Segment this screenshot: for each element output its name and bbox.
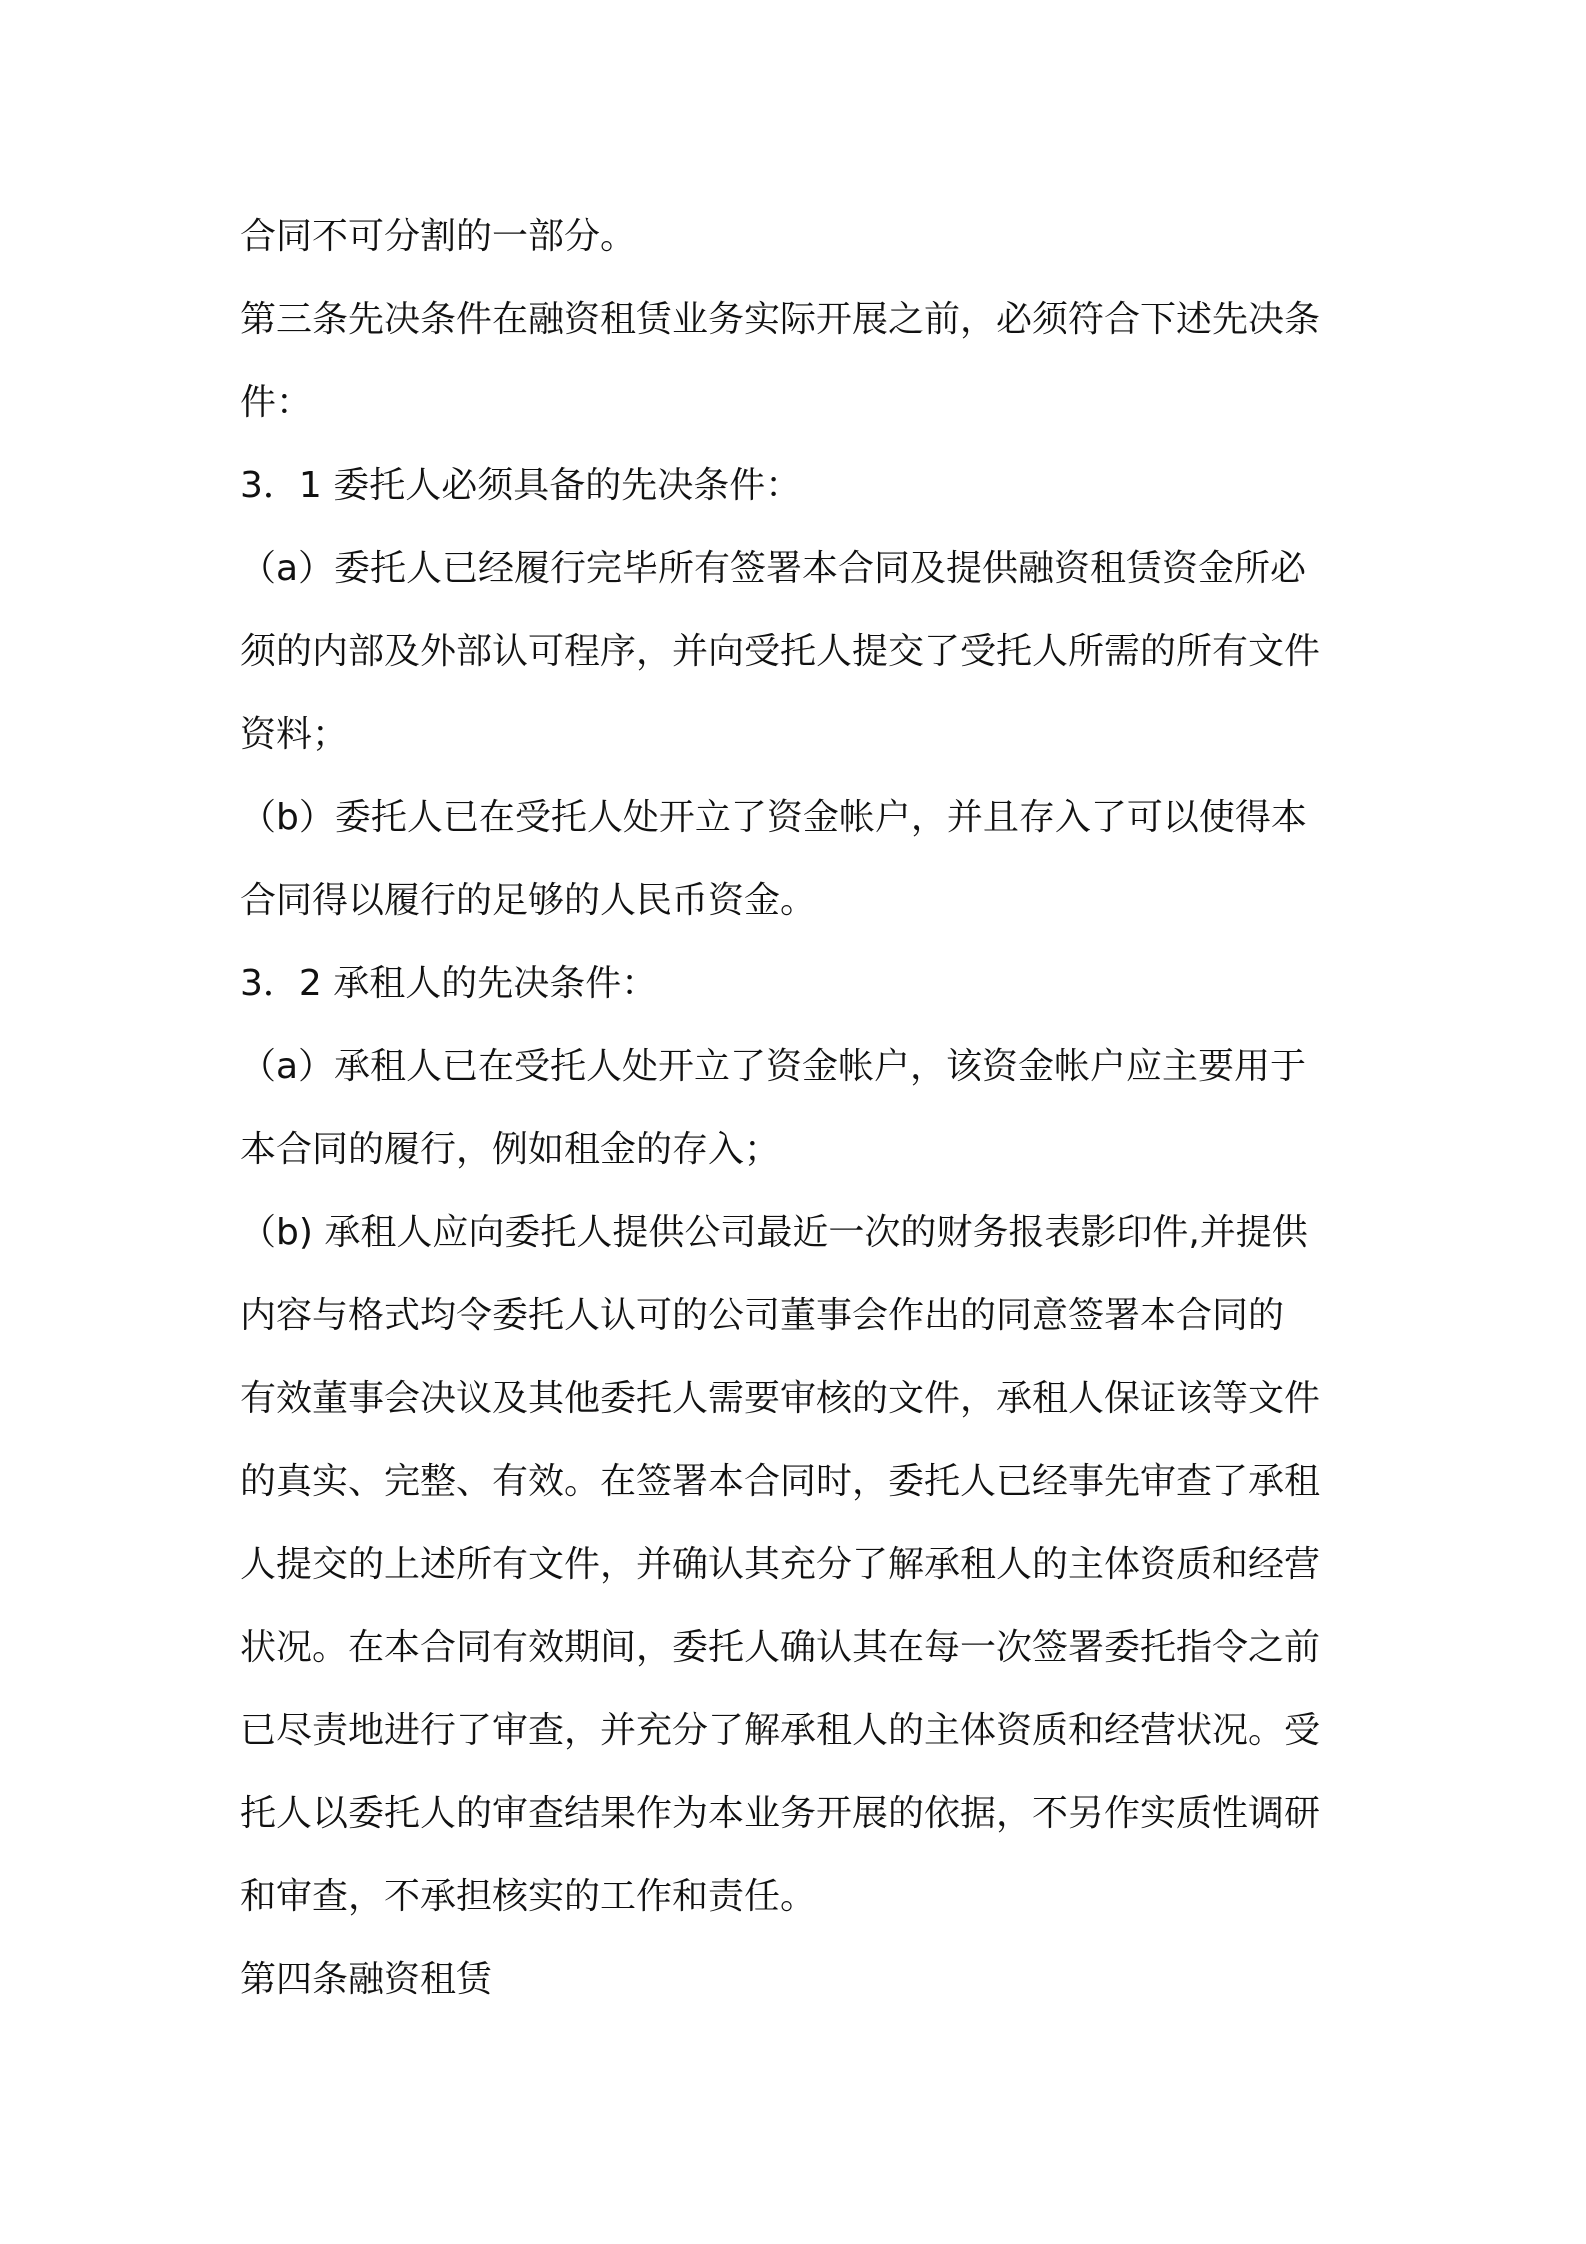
text-line: 须的内部及外部认可程序，并向受托人提交了受托人所需的所有文件 [240,631,1321,672]
text-line: 和审查，不承担核实的工作和责任。 [240,1876,817,1917]
text-line: 合同不可分割的一部分。 [240,216,637,257]
text-line: 托人以委托人的审查结果作为本业务开展的依据，不另作实质性调研 [240,1793,1321,1834]
text-line: 3．2 承租人的先决条件： [240,963,658,1004]
text-line: 本合同的履行，例如租金的存入； [240,1129,781,1170]
text-line: （a）承租人已在受托人处开立了资金帐户，该资金帐户应主要用于 [240,1046,1307,1087]
text-line: 件： [240,382,313,423]
text-line: 资料； [240,714,349,755]
text-line: 状况。在本合同有效期间，委托人确认其在每一次签署委托指令之前 [240,1627,1321,1668]
text-line: （a）委托人已经履行完毕所有签署本合同及提供融资租赁资金所必 [240,548,1307,589]
text-line: （b) 承租人应向委托人提供公司最近一次的财务报表影印件,并提供 [240,1212,1308,1253]
text-line: 有效董事会决议及其他委托人需要审核的文件，承租人保证该等文件 [240,1378,1321,1419]
text-line: （b）委托人已在受托人处开立了资金帐户，并且存入了可以使得本 [240,797,1307,838]
text-line: 内容与格式均令委托人认可的公司董事会作出的同意签署本合同的 [240,1295,1285,1336]
section-heading: 第四条融资租赁 [240,1959,493,2000]
text-line: 人提交的上述所有文件，并确认其充分了解承租人的主体资质和经营 [240,1544,1321,1585]
text-line: 第三条先决条件在融资租赁业务实际开展之前，必须符合下述先决条 [240,299,1321,340]
text-line: 合同得以履行的足够的人民币资金。 [240,880,817,921]
text-line: 3．1 委托人必须具备的先决条件： [240,465,802,506]
text-line: 的真实、完整、有效。在签署本合同时，委托人已经事先审查了承租 [240,1461,1321,1502]
document-body [240,195,1360,2021]
text-line: 已尽责地进行了审查，并充分了解承租人的主体资质和经营状况。受 [240,1710,1321,1751]
